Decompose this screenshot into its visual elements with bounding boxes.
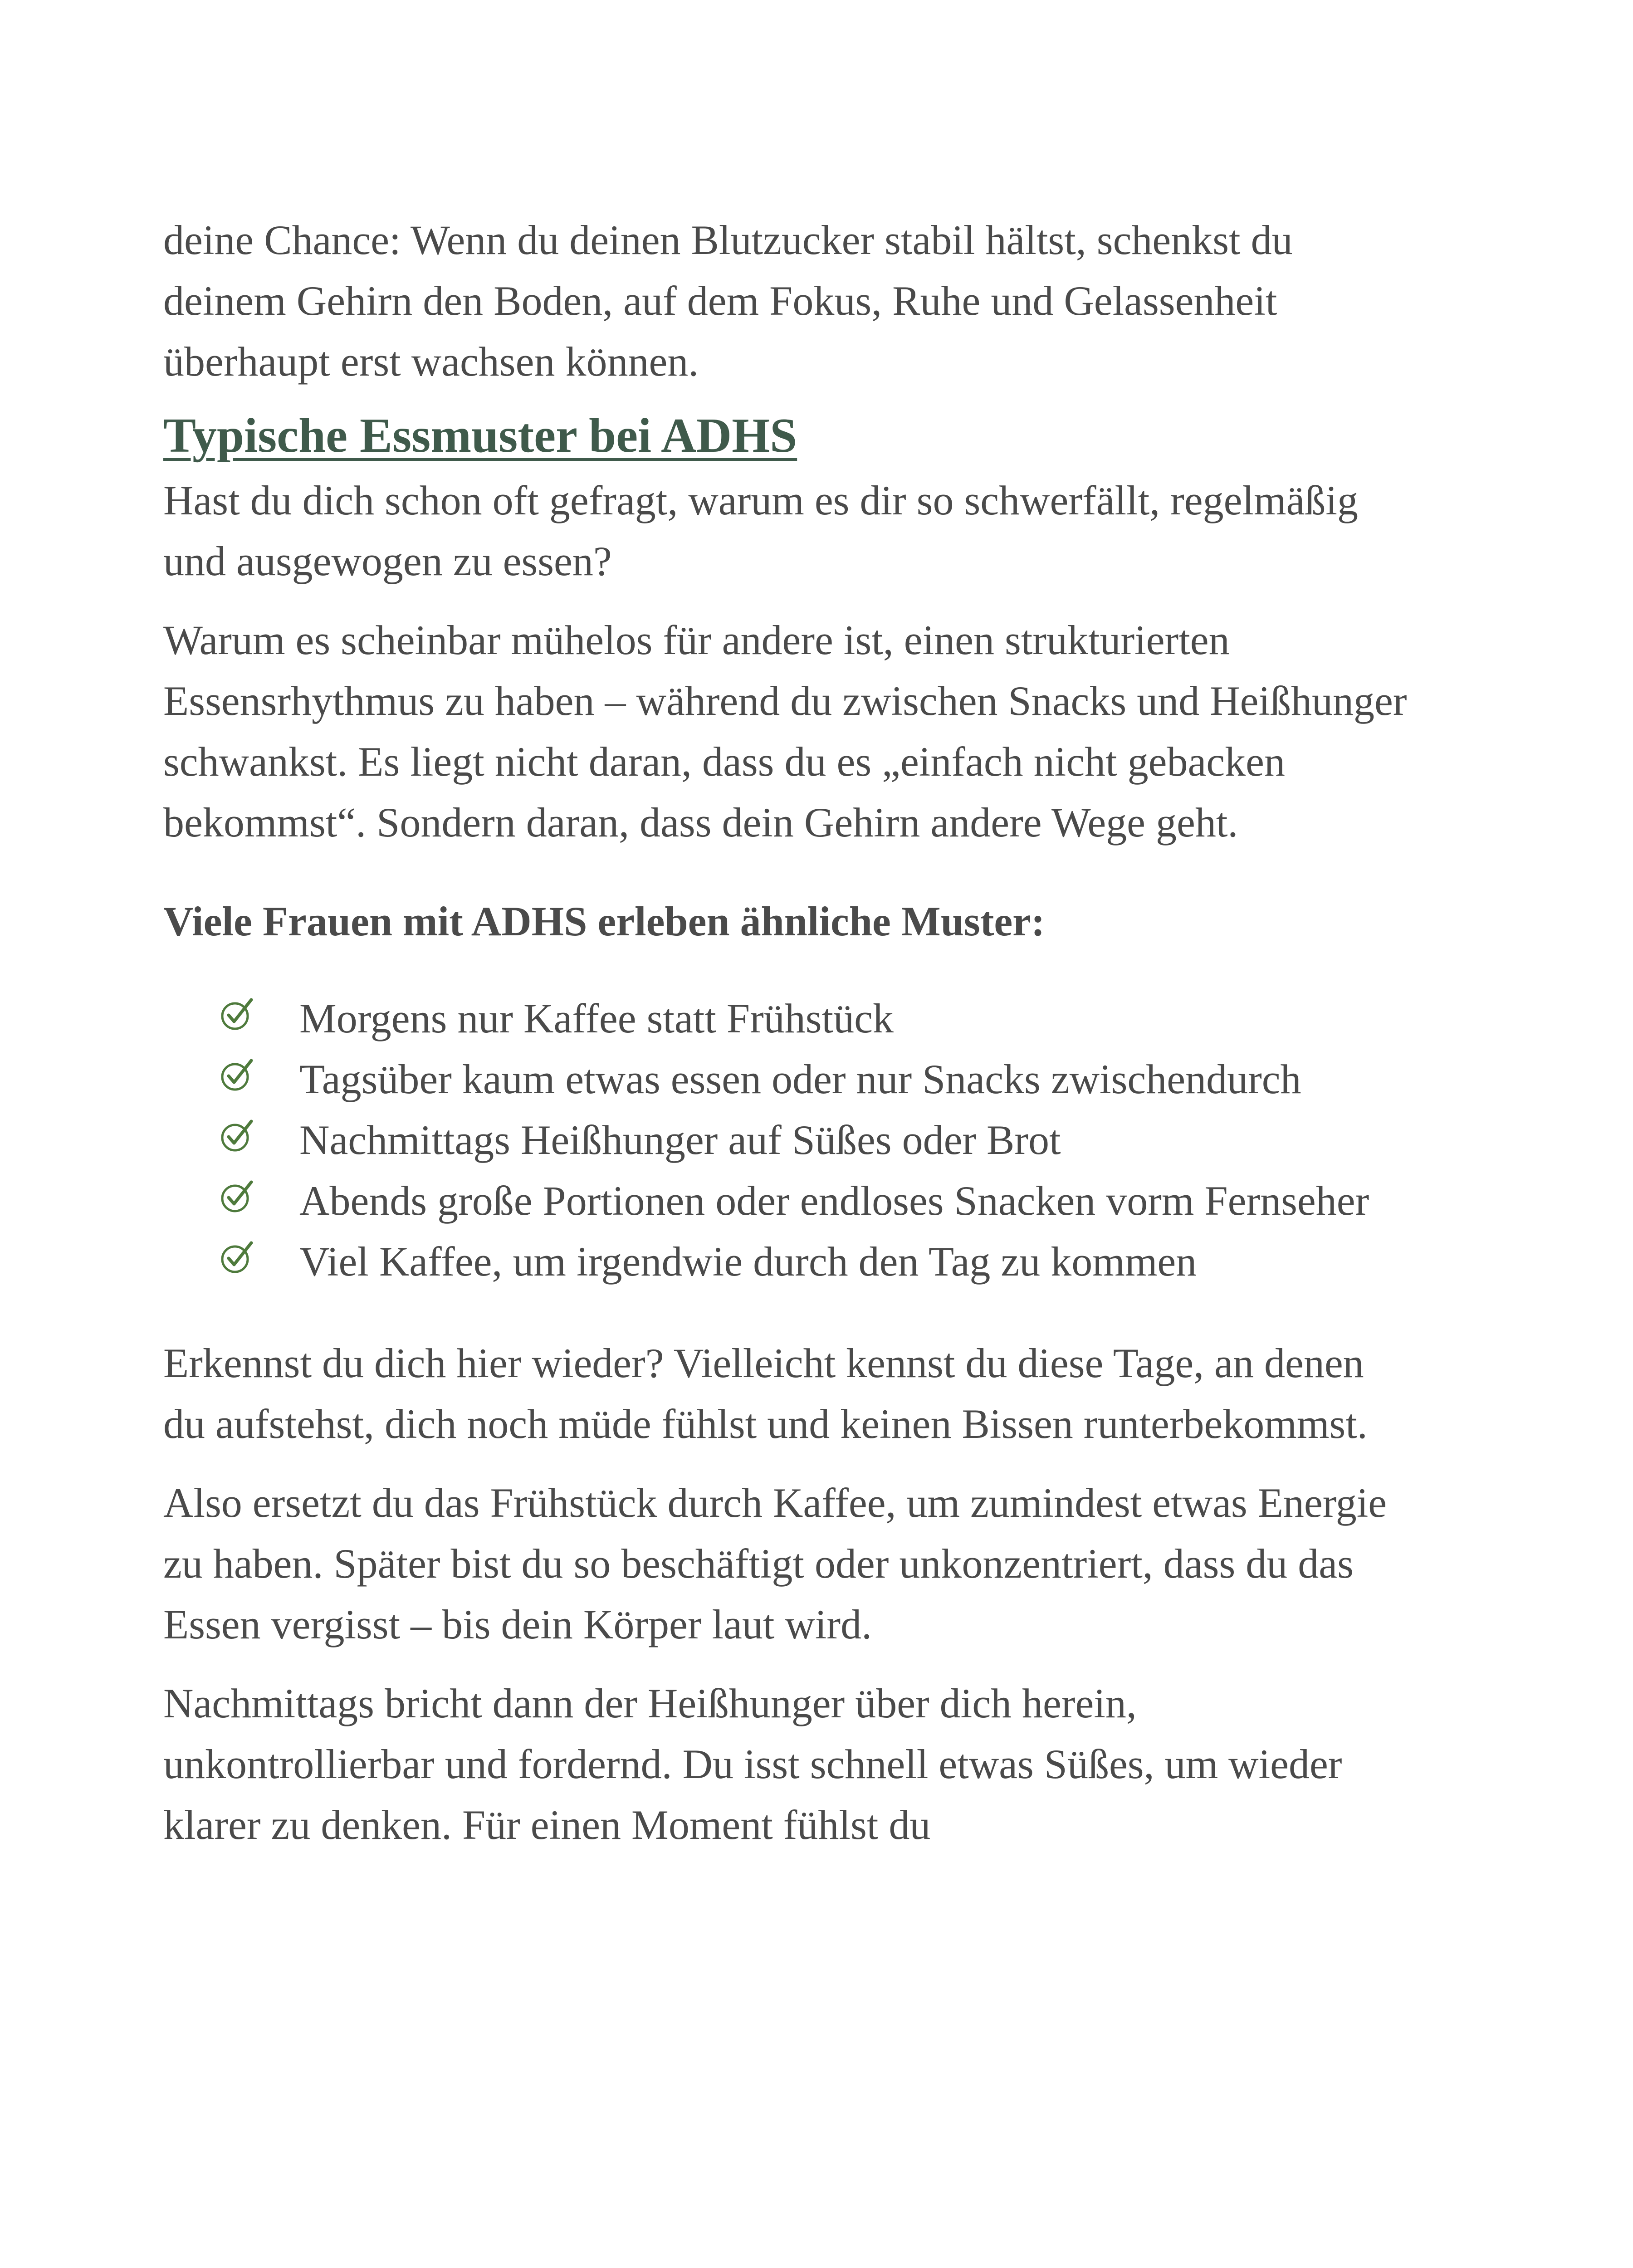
section-heading: Typische Essmuster bei ADHS xyxy=(163,409,797,463)
list-item xyxy=(163,1049,1415,1110)
paragraph-coffee: Also ersetzt du das Frühstück durch Kaffee, um zumindest etwas Energie zu haben. Später bist du so beschäftigt oder unkonzentriert, dass du das Essen vergisst – bis dein Körper laut wird. xyxy=(163,1480,1387,1647)
check-circle-icon xyxy=(213,1170,263,1231)
page-content xyxy=(163,210,1415,1855)
list-intro: Viele Frauen mit ADHS erleben ähnliche Muster: xyxy=(163,898,1045,944)
check-circle-icon xyxy=(213,1049,263,1110)
paragraph-explanation: Warum es scheinbar mühelos für andere ist, einen strukturierten Essensrhythmus zu haben – während du zwischen Snacks und Heißhunger schwankst. Es liegt nicht daran, dass du es „einfach nicht gebacken bekommst“. Sondern daran, dass dein Gehirn andere Wege geht. xyxy=(163,617,1407,846)
list-item-text: Nachmittags Heißhunger auf Süßes oder Brot xyxy=(299,1117,1061,1163)
paragraph-question: Hast du dich schon oft gefragt, warum es dir so schwerfällt, regelmäßig und ausgewogen zu essen? xyxy=(163,477,1358,584)
list-item-text: Morgens nur Kaffee statt Frühstück xyxy=(299,995,894,1041)
pattern-list xyxy=(163,988,1415,1292)
list-item-text: Tagsüber kaum etwas essen oder nur Snacks zwischendurch xyxy=(299,1056,1301,1102)
list-item xyxy=(163,1110,1415,1170)
check-circle-icon xyxy=(213,1110,263,1170)
list-item-text: Abends große Portionen oder endloses Snacken vorm Fernseher xyxy=(299,1178,1369,1224)
paragraph-continuation: deine Chance: Wenn du deinen Blutzucker stabil hältst, schenkst du deinem Gehirn den Boden, auf dem Fokus, Ruhe und Gelassenheit überhaupt erst wachsen können. xyxy=(163,217,1293,385)
paragraph-afternoon: Nachmittags bricht dann der Heißhunger über dich herein, unkontrollierbar und fordernd. Du isst schnell etwas Süßes, um wieder klarer zu denken. Für einen Moment fühlst du xyxy=(163,1680,1342,1848)
list-item xyxy=(163,1170,1415,1231)
check-circle-icon xyxy=(213,1231,263,1292)
list-item xyxy=(163,988,1415,1049)
check-circle-icon xyxy=(213,988,263,1049)
paragraph-recognition: Erkennst du dich hier wieder? Vielleicht kennst du diese Tage, an denen du aufstehst, dich noch müde fühlst und keinen Bissen runterbekommst. xyxy=(163,1340,1368,1447)
list-item xyxy=(163,1231,1415,1292)
list-item-text: Viel Kaffee, um irgendwie durch den Tag zu kommen xyxy=(299,1238,1197,1285)
